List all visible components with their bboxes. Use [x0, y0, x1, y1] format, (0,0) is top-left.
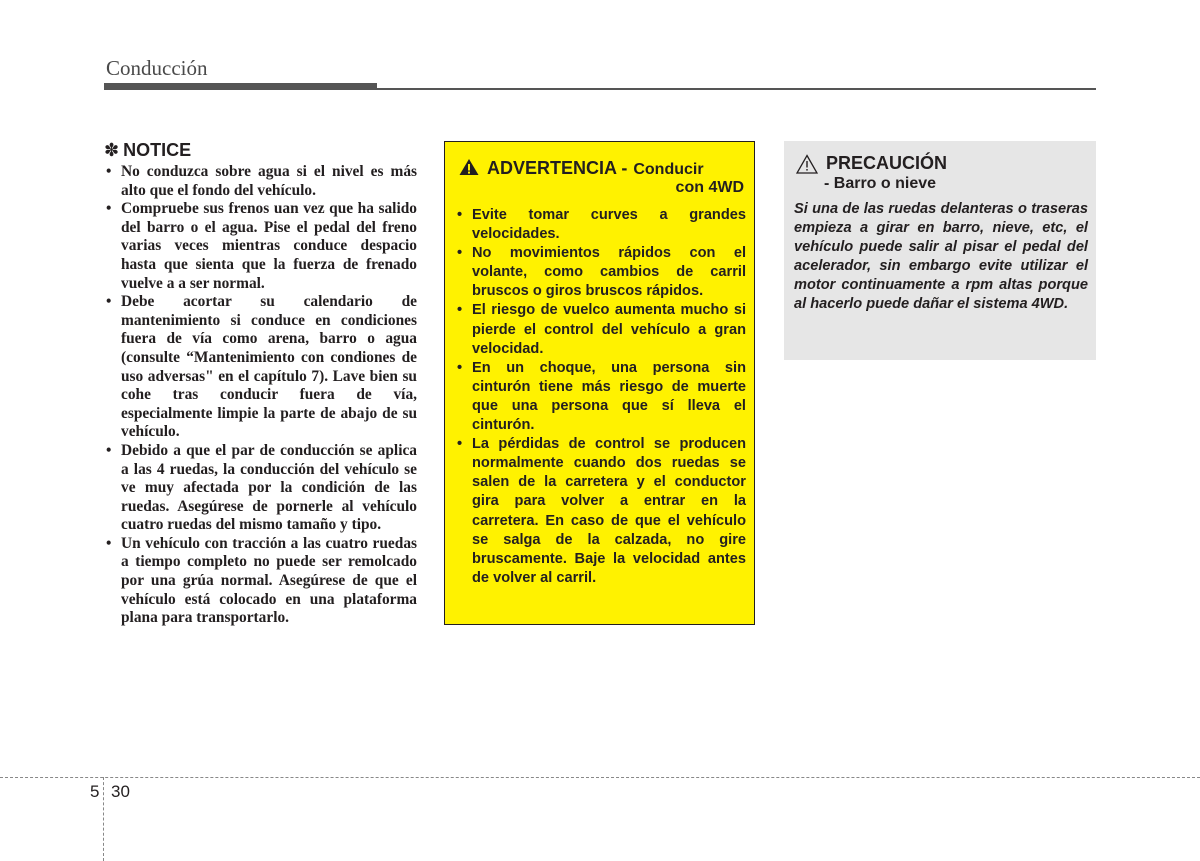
page-number: 30 [111, 782, 130, 801]
notice-item: • No conduzca sobre agua si el nivel es más alto que el fondo del vehículo. [104, 163, 417, 200]
notice-section [104, 140, 417, 628]
warning-heading [459, 156, 744, 197]
caution-title: PRECAUCIÓN [826, 153, 948, 173]
warning-title: ADVERTENCIA - [487, 158, 628, 178]
footer-divider [0, 777, 1200, 778]
caution-triangle-icon [796, 154, 818, 174]
warning-item: • No movimientos rápidos con el volante, como cambios de carril bruscos o giros bruscos rápidos. [455, 244, 746, 301]
header-rule-thin [104, 88, 1096, 90]
notice-item: • Un vehículo con tracción a las cuatro ruedas a tiempo completo no puede ser remolcado por una grúa normal. Asegúrese de que el vehículo está colocado en una plataforma plana para transportarlo. [104, 535, 417, 628]
warning-item: • Evite tomar curves a grandes velocidades. [455, 206, 746, 244]
caution-heading [796, 153, 1086, 193]
warning-item: • La pérdidas de control se producen normalmente cuando dos ruedas se salen de la carretera y el conductor gira para volver a entrar en la carretera. En caso de que el vehículo se salga de la calzada, no gire bruscamente. Baje la velocidad antes de volver al carril. [455, 435, 746, 588]
footer-vertical-divider [103, 777, 104, 861]
chapter-number: 5 [90, 782, 100, 801]
warning-item: • El riesgo de vuelco aumenta mucho si pierde el control del vehículo a gran velocidad. [455, 301, 746, 358]
warning-item: • En un choque, una persona sin cinturón tiene más riesgo de muerte que una persona que sí lleva el cinturón. [455, 359, 746, 435]
notice-item: • Compruebe sus frenos uan vez que ha salido del barro o el agua. Pise el pedal del freno varias veces mientras conduce despacio hasta que sienta que la fuerza de frenado vuelve a a ser normal. [104, 200, 417, 293]
notice-item: • Debido a que el par de conducción se aplica a las 4 ruedas, la conducción del vehículo se ve muy afectada por la condición de las ruedas. Asegúrese de pornerle al vehículo cuatro ruedas del mismo tamaño y tipo. [104, 442, 417, 535]
page-title: Conducción [106, 56, 208, 80]
notice-list [104, 163, 417, 628]
warning-triangle-icon [459, 158, 479, 176]
star-icon: ✽ [104, 140, 120, 160]
caution-body: Si una de las ruedas delanteras o traseras empieza a girar en barro, nieve, etc, el vehículo puede salir al pisar el pedal del acelerador, sin embargo evite utilizar el motor continuamente a rpm altas porque al hacerlo puede dañar el sistema 4WD. [794, 201, 1088, 313]
warning-subtitle-b: con 4WD [675, 179, 744, 196]
caution-box [784, 141, 1096, 360]
notice-heading [104, 140, 417, 161]
warning-subtitle-a: Conducir [633, 161, 704, 178]
warning-box [444, 141, 755, 625]
notice-item: • Debe acortar su calendario de mantenimiento si conduce en condiciones fuera de vía como arena, barro o agua (consulte “Mantenimiento con condiones de uso adversas" en el capítulo 7). Lave bien su cohe tras conducir fuera de vía, especialmente limpie la parte de abajo de su vehículo. [104, 293, 417, 442]
notice-title: NOTICE [123, 140, 192, 160]
caution-subtitle: - Barro o nieve [824, 175, 937, 192]
warning-list [455, 206, 746, 588]
